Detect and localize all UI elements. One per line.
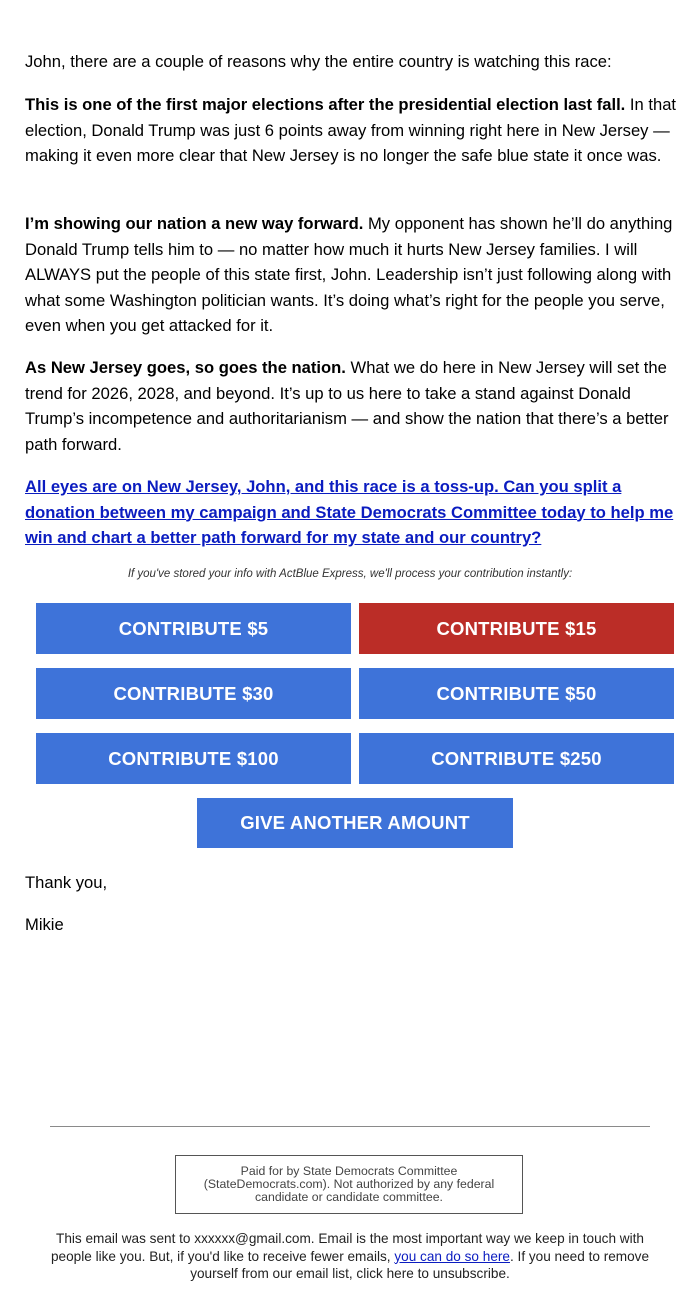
actblue-express-note: If you've stored your info with ActBlue Express, we'll process your contribution instantly: [127,568,573,580]
signature: Mikie [25,915,64,934]
donation-ask-link[interactable]: All eyes are on New Jersey, John, and this race is a toss-up. Can you split a donation between my campaign and State Democrats Committee today to help me win and chart a better path forward for my state and our country? [25,477,674,547]
footer-text-start: This email was sent to xxxxxx@gmail.com. Email is the most important way we keep in touch with people like you. But, if you'd like to receive fewer emails, [50,1231,644,1264]
disclaimer-text: Paid for by State Democrats Committee (StateDemocrats.com). Not authorized by any federal candidate or candidate committee. [203,1164,495,1204]
paragraph-election [25,92,680,169]
closing-text: Thank you, [25,873,108,892]
footer-divider [50,1126,650,1127]
contribute-30-button[interactable]: CONTRIBUTE $30 [36,668,351,719]
fewer-emails-link[interactable]: you can do so here [394,1248,510,1264]
give-another-amount-button[interactable]: GIVE ANOTHER AMOUNT [197,798,513,848]
paragraph-nation-text: What we do here in New Jersey will set the trend for 2026, 2028, and beyond. It’s up to us here to take a stand against Donald Trump’s incompetence and authoritarianism — and show the nation that there’s a better path forward. [25,358,669,454]
paragraph-new-way [25,211,680,339]
intro-paragraph: John, there are a couple of reasons why the entire country is watching this race: [25,52,612,71]
paragraph-new-way-lead: I’m showing our nation a new way forward. [25,214,364,233]
paragraph-nation [25,355,680,457]
footer-text-end: . If you need to remove yourself from our email list, click here to unsubscribe. [190,1248,650,1281]
paragraph-nation-lead: As New Jersey goes, so goes the nation. [25,358,346,377]
paragraph-new-way-text: My opponent has shown he’ll do anything Donald Trump tells him to — no matter how much it hurts New Jersey families. I will ALWAYS put the people of this state first, John. Leadership isn’t just following along with what some Washington politician wants. It’s doing what’s right for the people you serve, even when you get attacked for it. [25,214,673,335]
contribute-50-button[interactable]: CONTRIBUTE $50 [359,668,674,719]
contribute-250-button[interactable]: CONTRIBUTE $250 [359,733,674,784]
email-footer [40,1230,660,1283]
contribute-100-button[interactable]: CONTRIBUTE $100 [36,733,351,784]
contribute-5-button[interactable]: CONTRIBUTE $5 [36,603,351,654]
paragraph-election-lead: This is one of the first major elections after the presidential election last fall. [25,95,626,114]
paragraph-election-text: In that election, Donald Trump was just 6 points away from winning right here in New Jersey — making it even more clear that New Jersey is no longer the safe blue state it once was. [25,95,677,165]
paid-for-disclaimer [175,1155,523,1214]
contribute-15-button[interactable]: CONTRIBUTE $15 [359,603,674,654]
